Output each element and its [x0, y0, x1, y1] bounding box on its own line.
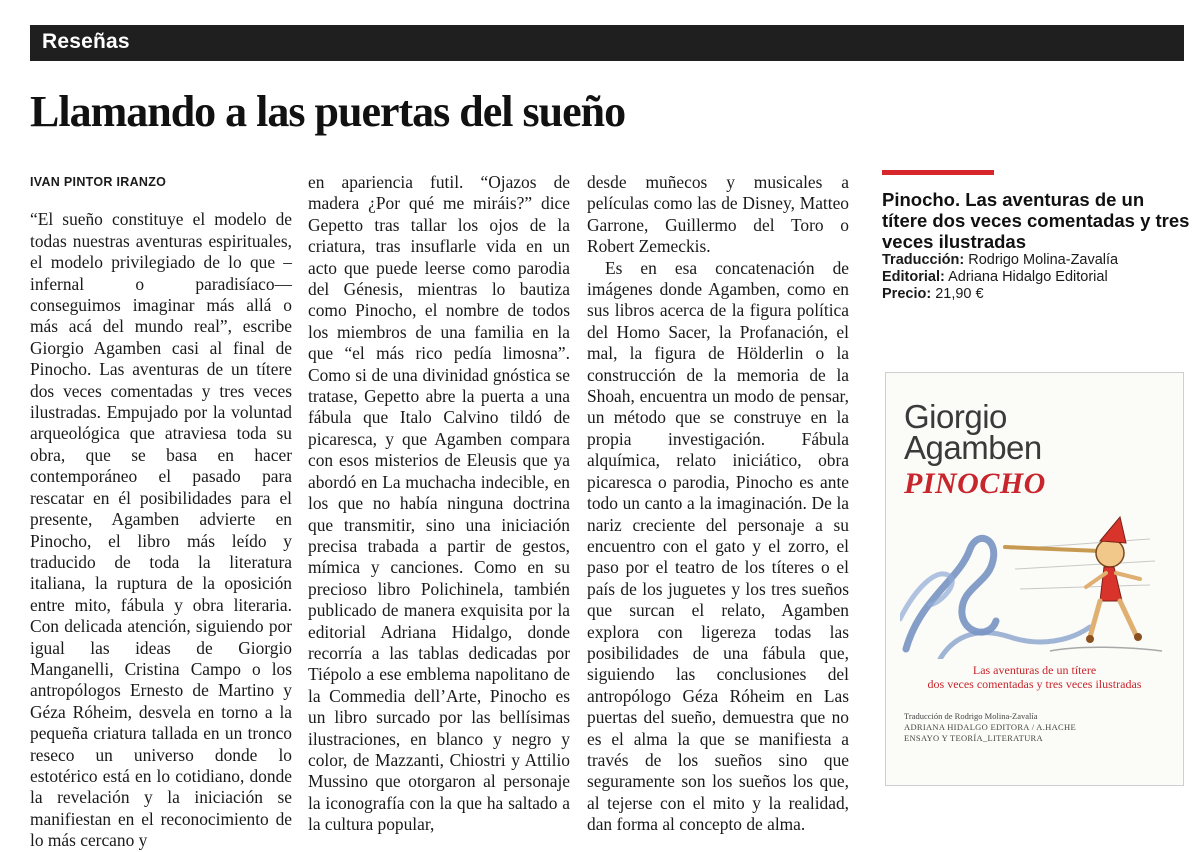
cover-subtitle	[886, 663, 1183, 691]
cover-credit-collection: ENSAYO Y TEORÍA_LITERATURA	[904, 733, 1043, 743]
accent-rule	[882, 170, 994, 175]
cover-author	[904, 398, 1042, 466]
publisher-label: Editorial:	[882, 269, 945, 285]
cover-title: PINOCHO	[904, 467, 1046, 500]
cover-credit-publisher: ADRIANA HIDALGO EDITORA / A.HACHE	[904, 722, 1076, 732]
cover-author-first: Giorgio	[904, 398, 1007, 435]
column-3-paragraph-2: Es en esa concatenación de imágenes donde Agamben, como en sus libros acerca de la figura política del Homo Sacer, la Profanación, el mal, la figura de Hölderlin o la construcción de la memoria de la Shoah, encuentra un modo de pensar, un método que se construye en la propia investigación. Fábula alquímica, relato iniciático, obra picaresca o parodia, Pinocho es ante todo un canto a la imaginación. De la nariz creciente del personaje a su encuentro con el gato y el zorro, el paso por el teatro de los títeres o el país de los juguetes y los tres sueños que surcan el relato, Agamben explora con ligereza todas las posibilidades de una fábula que, siguiendo las conclusiones del antropólogo Géza Róheim en Las puertas del sueño, demuestra que no es el alma la que se manifiesta a través de los sueños sino que seguramente son los sueños los que, al tejerse con el mito y la realidad, dan forma al concepto de alma.	[587, 257, 849, 835]
book-info-sidebar	[882, 170, 1194, 303]
article-column-2	[308, 172, 570, 836]
price-line	[882, 286, 1194, 303]
pinocchio-illustration	[900, 509, 1170, 659]
cover-credit-translator: Traducción de Rodrigo Molina-Zavalía	[904, 711, 1038, 721]
price-label: Precio:	[882, 286, 932, 302]
column-2-paragraph: en apariencia futil. “Ojazos de madera ¿Por qué me miráis?” dice Gepetto tras tallar los ojos de la criatura, tras insuflarle vida en un acto que puede leerse como parodia del Génesis, mientras lo bautiza como Pinocho, el nombre de todos los miembros de una familia en la que “el más rico pedía limosna”. Como si de una divinidad gnóstica se tratase, Gepetto abre la puerta a una fábula que Italo Calvino tildó de picaresca, y que Agamben compara con esos misterios de Eleusis que ya abordó en La muchacha indecible, en los que no había ninguna doctrina que transmitir, sino una iniciación precisa trabada a partir de gestos, mímica y canciones. Como en su precioso libro Polichinela, también publicado de manera exquisita por la editorial Adriana Hidalgo, donde recorría a las tablas dedicadas por Tiépolo a ese emblema napolitano de la Commedia dell’Arte, Pinocho es un libro surcado por las bellísimas ilustraciones, en blanco y negro y color, de Mazzanti, Chiostri y Attilio Mussino que otorgaron al personaje la iconografía con la que ha saltado a la cultura popular,	[308, 172, 570, 835]
cover-author-last: Agamben	[904, 429, 1042, 466]
article-column-1	[30, 172, 292, 852]
translation-value: Rodrigo Molina-Zavalía	[968, 252, 1119, 268]
column-3-paragraph-1: desde muñecos y musicales a películas como las de Disney, Matteo Garrone, Guillermo del Toro o Robert Zemeckis.	[587, 172, 849, 257]
article-column-3	[587, 172, 849, 836]
section-label: Reseñas	[42, 30, 130, 53]
cover-subtitle-line-1: Las aventuras de un títere	[972, 663, 1097, 677]
article-headline: Llamando a las puertas del sueño	[30, 87, 626, 136]
author-byline: IVAN PINTOR IRANZO	[30, 175, 167, 189]
price-value: 21,90 €	[935, 286, 984, 302]
cover-credits	[904, 711, 1076, 744]
translation-line	[882, 252, 1194, 269]
publisher-line	[882, 269, 1194, 286]
translation-label: Traducción:	[882, 252, 965, 268]
book-title: Pinocho. Las aventuras de un títere dos veces comentadas y tres veces ilustradas	[882, 189, 1190, 252]
cover-subtitle-line-2: dos veces comentadas y tres veces ilustradas	[927, 677, 1142, 691]
publisher-value: Adriana Hidalgo Editorial	[948, 269, 1108, 285]
section-header-bar	[30, 25, 1184, 61]
column-1-paragraph: “El sueño constituye el modelo de todas nuestras aventuras espirituales, el modelo privilegiado de lo que –infernal o paradisíaco— conseguimos imaginar más allá o más acá del mundo real”, escribe Giorgio Agamben casi al final de Pinocho. Las aventuras de un títere dos veces comentadas y tres veces ilustradas. Empujado por la voluntad arqueológica que atraviesa toda su obra, que se basa en hacer contemporáneo el pasado para rescatar en él posibilidades para el presente, Agamben advierte en Pinocho, el libro más leído y traducido de toda la literatura italiana, la ruptura de la oposición entre mito, fábula y obra literaria. Con delicada atención, siguiendo por igual las ideas de Giorgio Manganelli, Cristina Campo o los antropólogos Ernesto de Martino y Géza Róheim, desvela en torno a la pequeña criatura tallada en un tronco reseco un universo donde lo estotérico está en lo cotidiano, donde la revelación y la iniciación se manifiestan en el reconocimiento de lo más cercano y	[30, 209, 292, 851]
book-cover	[885, 372, 1184, 786]
